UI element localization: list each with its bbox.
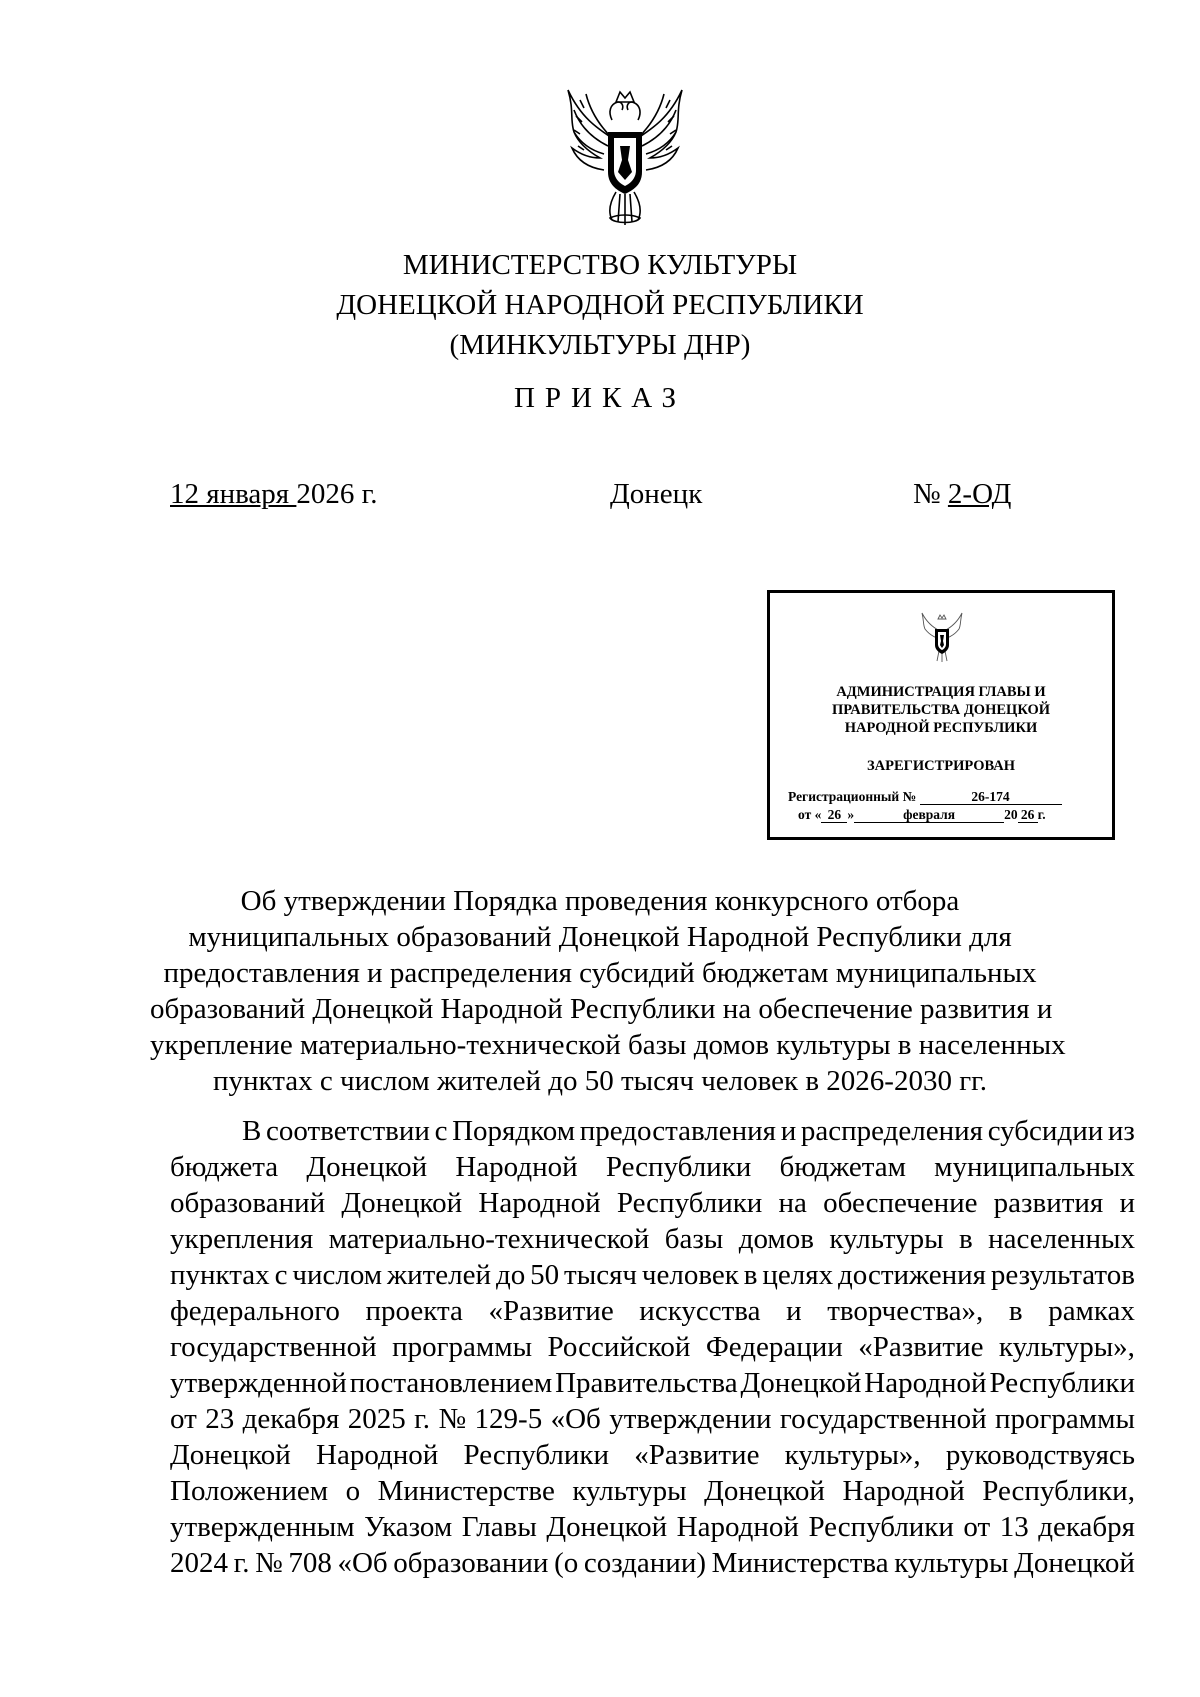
order-city: Донецк xyxy=(610,478,703,510)
body-line xyxy=(170,1257,1135,1293)
body-word: 50 xyxy=(530,1259,560,1291)
order-body xyxy=(170,1113,1135,1581)
body-line xyxy=(170,1437,1135,1473)
body-word: государственной xyxy=(170,1331,377,1363)
body-word: числом xyxy=(292,1259,383,1291)
order-number-value: 2-ОД xyxy=(947,478,1012,510)
body-line xyxy=(170,1293,1135,1329)
ministry-header xyxy=(0,245,1200,365)
body-word: образований xyxy=(170,1187,326,1219)
order-date-day-month: 12 января xyxy=(170,478,297,510)
body-word: государственной xyxy=(779,1403,987,1435)
body-word: Министерстве xyxy=(377,1475,555,1507)
stamp-day-close: » xyxy=(847,807,855,822)
body-word: Федерации xyxy=(705,1331,843,1363)
body-word: о xyxy=(345,1475,361,1507)
subject-line: предоставления и распределения субсидий бюджетам муниципальных xyxy=(163,957,1037,989)
body-word: Донецкой xyxy=(1014,1547,1135,1579)
stamp-status: ЗАРЕГИСТРИРОВАН xyxy=(867,758,1015,774)
body-word: Донецкой xyxy=(306,1151,428,1183)
body-word: Народной xyxy=(676,1511,799,1543)
body-word: в xyxy=(959,1223,973,1255)
body-word: Республики, xyxy=(982,1475,1135,1507)
body-word: 23 xyxy=(205,1403,235,1435)
body-word: из xyxy=(1107,1115,1135,1147)
body-word: декабря xyxy=(1038,1511,1135,1543)
body-word: 129-5 xyxy=(474,1403,543,1435)
body-word: в xyxy=(1008,1295,1023,1327)
body-word: домов xyxy=(738,1223,814,1255)
stamp-org-line1: АДМИНИСТРАЦИЯ ГЛАВЫ И xyxy=(836,684,1046,700)
body-word: материально-технической xyxy=(328,1223,650,1255)
body-word: декабря xyxy=(242,1403,340,1435)
body-word: искусства xyxy=(639,1295,761,1327)
body-word: тысяч xyxy=(564,1259,637,1291)
body-word: постановлением xyxy=(349,1367,553,1399)
body-word: г. xyxy=(233,1547,250,1579)
body-word: Правительства xyxy=(555,1367,738,1399)
body-word: Донецкой xyxy=(704,1475,825,1507)
body-word: до xyxy=(495,1259,526,1291)
order-number xyxy=(913,478,1011,511)
body-word: 708 xyxy=(288,1547,332,1579)
body-line xyxy=(170,1113,1135,1149)
body-word: и xyxy=(786,1295,802,1327)
body-word: базы xyxy=(664,1223,724,1255)
body-word: федерального xyxy=(170,1295,340,1327)
stamp-organization xyxy=(770,683,1112,737)
body-word: культуры xyxy=(572,1475,687,1507)
body-word: Главы xyxy=(461,1511,537,1543)
document-type-title: ПРИКАЗ xyxy=(513,382,687,414)
body-word: пунктах xyxy=(170,1259,270,1291)
stamp-org-line3: НАРОДНОЙ РЕСПУБЛИКИ xyxy=(844,720,1038,736)
body-word: Донецкой xyxy=(170,1439,291,1471)
body-word: 2024 xyxy=(170,1547,228,1579)
body-word: Указом xyxy=(364,1511,453,1543)
stamp-month: февраля xyxy=(854,807,1004,823)
body-word: программы xyxy=(392,1331,533,1363)
body-line xyxy=(170,1149,1135,1185)
body-word: руководствуясь xyxy=(945,1439,1135,1471)
body-line xyxy=(170,1365,1135,1401)
body-word: «Развитие xyxy=(858,1331,984,1363)
ministry-name-line2: ДОНЕЦКОЙ НАРОДНОЙ РЕСПУБЛИКИ xyxy=(336,289,864,321)
body-word: культуры xyxy=(894,1547,1009,1579)
body-word: № xyxy=(255,1547,283,1579)
body-word: «Развитие xyxy=(634,1439,760,1471)
body-word: «Развитие xyxy=(488,1295,614,1327)
body-line xyxy=(170,1329,1135,1365)
body-word: г. xyxy=(414,1403,431,1435)
body-word: Донецкой xyxy=(740,1367,862,1399)
body-word: с xyxy=(274,1259,288,1291)
body-word: человек xyxy=(641,1259,739,1291)
body-word: Положением xyxy=(170,1475,329,1507)
body-word: Народной xyxy=(842,1475,965,1507)
body-word: Республики xyxy=(463,1439,610,1471)
body-word: утвержденной xyxy=(170,1367,347,1399)
body-word: результатов xyxy=(990,1259,1135,1291)
order-number-prefix: № xyxy=(913,478,948,510)
subject-line: муниципальных образований Донецкой Народной Республики для xyxy=(188,921,1012,953)
body-word: распределения xyxy=(800,1115,984,1147)
coat-of-arms-icon xyxy=(560,80,690,230)
body-word: жителей xyxy=(387,1259,492,1291)
body-word: субсидии xyxy=(987,1115,1104,1147)
stamp-reg-number-line xyxy=(788,788,1062,806)
stamp-year-prefix: 20 xyxy=(1004,807,1018,822)
body-line xyxy=(170,1473,1135,1509)
body-word: «Об xyxy=(337,1547,388,1579)
subject-line: Об утверждении Порядка проведения конкурсного отбора xyxy=(240,885,960,917)
body-line xyxy=(170,1401,1135,1437)
stamp-year-unit: г. xyxy=(1037,807,1046,822)
body-word: 2025 xyxy=(347,1403,406,1435)
body-word: на xyxy=(778,1187,807,1219)
body-word: в xyxy=(743,1259,758,1291)
stamp-registration-details xyxy=(788,788,1062,824)
body-word: с xyxy=(434,1115,448,1147)
body-word: (о xyxy=(554,1547,579,1579)
body-word: муниципальных xyxy=(934,1151,1135,1183)
body-word: проекта xyxy=(365,1295,463,1327)
body-word: населенных xyxy=(988,1223,1135,1255)
body-word: Министерства xyxy=(711,1547,889,1579)
body-word: и xyxy=(1119,1187,1135,1219)
body-word: образовании xyxy=(393,1547,549,1579)
subject-line: пунктах с числом жителей до 50 тысяч человек в 2026-2030 гг. xyxy=(213,1065,987,1097)
ministry-short-name: (МИНКУЛЬТУРЫ ДНР) xyxy=(449,329,751,361)
order-date-year: 2026 г. xyxy=(296,478,378,510)
order-date xyxy=(170,478,378,511)
body-word: Донецкой xyxy=(546,1511,668,1543)
body-word: рамках xyxy=(1048,1295,1135,1327)
body-word: бюджета xyxy=(170,1151,279,1183)
body-word: достижения xyxy=(838,1259,986,1291)
body-word: создании) xyxy=(583,1547,706,1579)
body-line xyxy=(170,1545,1135,1581)
body-word: Народной xyxy=(864,1367,987,1399)
ministry-name-line1: МИНИСТЕРСТВО КУЛЬТУРЫ xyxy=(402,249,798,281)
body-word: от xyxy=(963,1511,991,1543)
body-word: Республики xyxy=(605,1151,752,1183)
body-word: программы xyxy=(995,1403,1135,1435)
body-word: бюджетам xyxy=(779,1151,906,1183)
body-word: Республики xyxy=(808,1511,954,1543)
body-line xyxy=(170,1185,1135,1221)
body-word: развития xyxy=(993,1187,1104,1219)
body-word: утверждении xyxy=(609,1403,772,1435)
body-word: утвержденным xyxy=(170,1511,355,1543)
stamp-from-label: от « xyxy=(798,807,822,822)
subject-line: укрепление материально-технической базы домов культуры в населенных xyxy=(150,1029,1066,1061)
registration-stamp xyxy=(767,590,1115,840)
body-word: обеспечение xyxy=(823,1187,978,1219)
stamp-reg-number: 26-174 xyxy=(920,789,1062,805)
body-word: от xyxy=(170,1403,197,1435)
stamp-year-suffix: 26 xyxy=(1018,807,1038,823)
body-line xyxy=(170,1509,1135,1545)
body-word: соответствии xyxy=(266,1115,430,1147)
body-word: культуры», xyxy=(998,1331,1135,1363)
body-word: целях xyxy=(762,1259,834,1291)
body-word: Народной xyxy=(316,1439,439,1471)
body-word: «Об xyxy=(550,1403,601,1435)
stamp-emblem-icon xyxy=(920,611,964,663)
body-word: предоставления xyxy=(579,1115,777,1147)
body-word: Порядком xyxy=(452,1115,576,1147)
body-word: культуры», xyxy=(784,1439,921,1471)
body-word: и xyxy=(780,1115,797,1147)
body-word: Республики xyxy=(616,1187,763,1219)
body-word: Народной xyxy=(478,1187,601,1219)
order-subject xyxy=(150,883,1066,1099)
body-word: 13 xyxy=(999,1511,1029,1543)
body-word: культуры xyxy=(829,1223,944,1255)
body-word: Российской xyxy=(547,1331,691,1363)
body-word: В xyxy=(242,1115,262,1147)
body-word: укрепления xyxy=(170,1223,314,1255)
subject-line: образований Донецкой Народной Республики на обеспечение развития и xyxy=(150,993,1053,1025)
stamp-reg-date-line xyxy=(788,806,1062,824)
body-word: Народной xyxy=(455,1151,578,1183)
stamp-day: 26 xyxy=(821,807,847,823)
body-word: Республики xyxy=(989,1367,1135,1399)
stamp-org-line2: ПРАВИТЕЛЬСТВА ДОНЕЦКОЙ xyxy=(831,702,1051,718)
body-line xyxy=(170,1221,1135,1257)
body-word: № xyxy=(438,1403,467,1435)
body-word: творчества», xyxy=(827,1295,984,1327)
body-word: Донецкой xyxy=(341,1187,463,1219)
stamp-reg-label: Регистрационный № xyxy=(788,789,917,804)
